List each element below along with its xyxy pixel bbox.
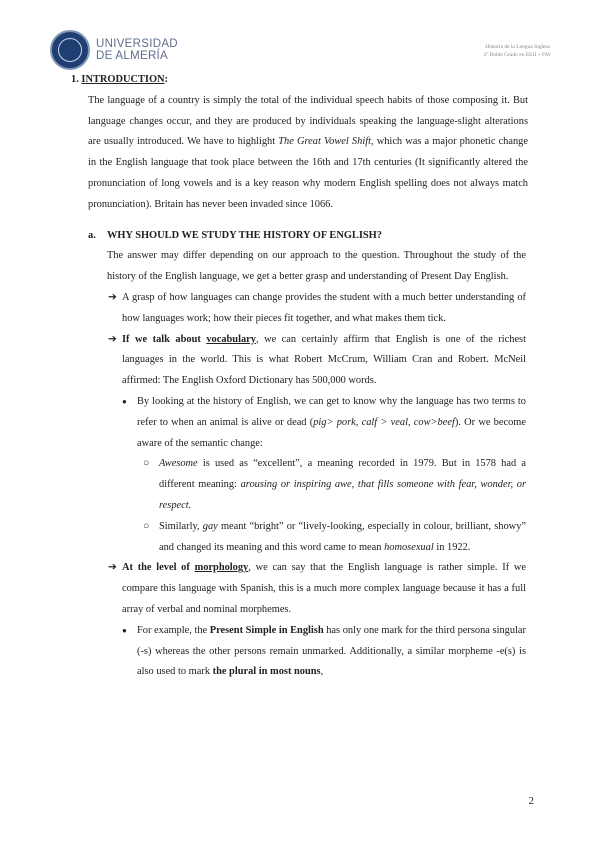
page-number: 2 xyxy=(528,795,534,807)
intro-paragraph: The language of a country is simply the total of the individual speech habits of those composing it. But language changes occur, and they are produced by individuals speaking the language-slight alterations are usually introduced. We have to highlight The Great Vowel Shift, which was a major phonetic change in the English language that took place between the 16th and 17th centuries (It significantly altered the pronunciation of long vowels and is a key reason why modern English spelling does not always match pronunciation). Britain has never been invaded since 1066. xyxy=(88,94,528,210)
bullet-item-present-simple: ● For example, the Present Simple in English has only one mark for the third persona singular (-s) whereas the other persons remain unmarked. Additionally, a similar morpheme -e(s) is also used to mark the plural in most nouns, xyxy=(137,621,526,683)
circle-bullet-icon: ○ xyxy=(143,520,150,532)
sub-item-gay: ○ Similarly, gay meant “bright” or “lively-looking, especially in colour, brilliant, showy” and changed its meaning and this word came to mean homosexual in 1922. xyxy=(159,517,526,559)
arrow-icon: ➔ xyxy=(108,291,117,303)
page-body xyxy=(0,70,599,683)
bullet-item-animals: ● By looking at the history of English, we can get to know why the language has two terms to refer to when an animal is alive or dead (pig> pork, calf > veal, cow>beef). Or we become aware of the semantic change: xyxy=(137,392,526,454)
subsection-intro: The answer may differ depending on our approach to the question. Throughout the study of the history of the English language, we get a better grasp and understanding of Present Day English. xyxy=(107,250,526,283)
subsection-heading xyxy=(88,226,599,247)
arrow-icon: ➔ xyxy=(108,333,117,345)
logo-line2: DE ALMERÍA xyxy=(96,50,169,62)
arrow-icon: ➔ xyxy=(108,562,117,574)
university-seal-icon xyxy=(50,30,90,70)
section-title: INTRODUCTION xyxy=(81,74,165,85)
section-number: 1. xyxy=(71,74,79,85)
sub-item-awesome: ○ Awesome is used as “excellent”, a meaning recorded in 1979. But in 1578 had a different meaning: arousing or inspiring awe, that fills someone with fear, wonder, or respect. xyxy=(159,454,526,516)
bullet-icon: ● xyxy=(122,625,127,635)
section-heading: 1. INTRODUCTION: xyxy=(71,74,169,85)
program-name: 3º Doble Grado en EEII + FM xyxy=(483,51,550,58)
course-name: Historia de la Lengua Inglesa xyxy=(485,44,550,50)
bullet-icon: ● xyxy=(122,396,127,406)
logo-wordmark xyxy=(96,38,178,62)
arrow-item-morphology: ➔ At the level of morphology, we can say that the English language is rather simple. If we compare this language with Spanish, this is a much more complex language because it has a full array of verbal and nominal morphemes. xyxy=(122,558,526,620)
subsection-letter: a. xyxy=(88,229,96,241)
logo-line1: UNIVERSIDAD xyxy=(96,38,178,50)
circle-bullet-icon: ○ xyxy=(143,458,150,470)
subsection-title: WHY SHOULD WE STUDY THE HISTORY OF ENGLISH? xyxy=(107,229,382,241)
arrow-item-vocabulary: ➔ If we talk about vocabulary, we can certainly affirm that English is one of the richest languages in the world. This is what Robert McCrum, William Cran and Robert. McNeil affirmed: The English Oxford Dictionary has 500,000 words. xyxy=(122,330,526,392)
university-logo xyxy=(50,30,178,70)
running-header xyxy=(483,44,550,59)
arrow-item-grasp: ➔ A grasp of how languages can change provides the student with a much better understanding of how languages work; how their pieces fit together, and what makes them tick. xyxy=(122,288,526,330)
